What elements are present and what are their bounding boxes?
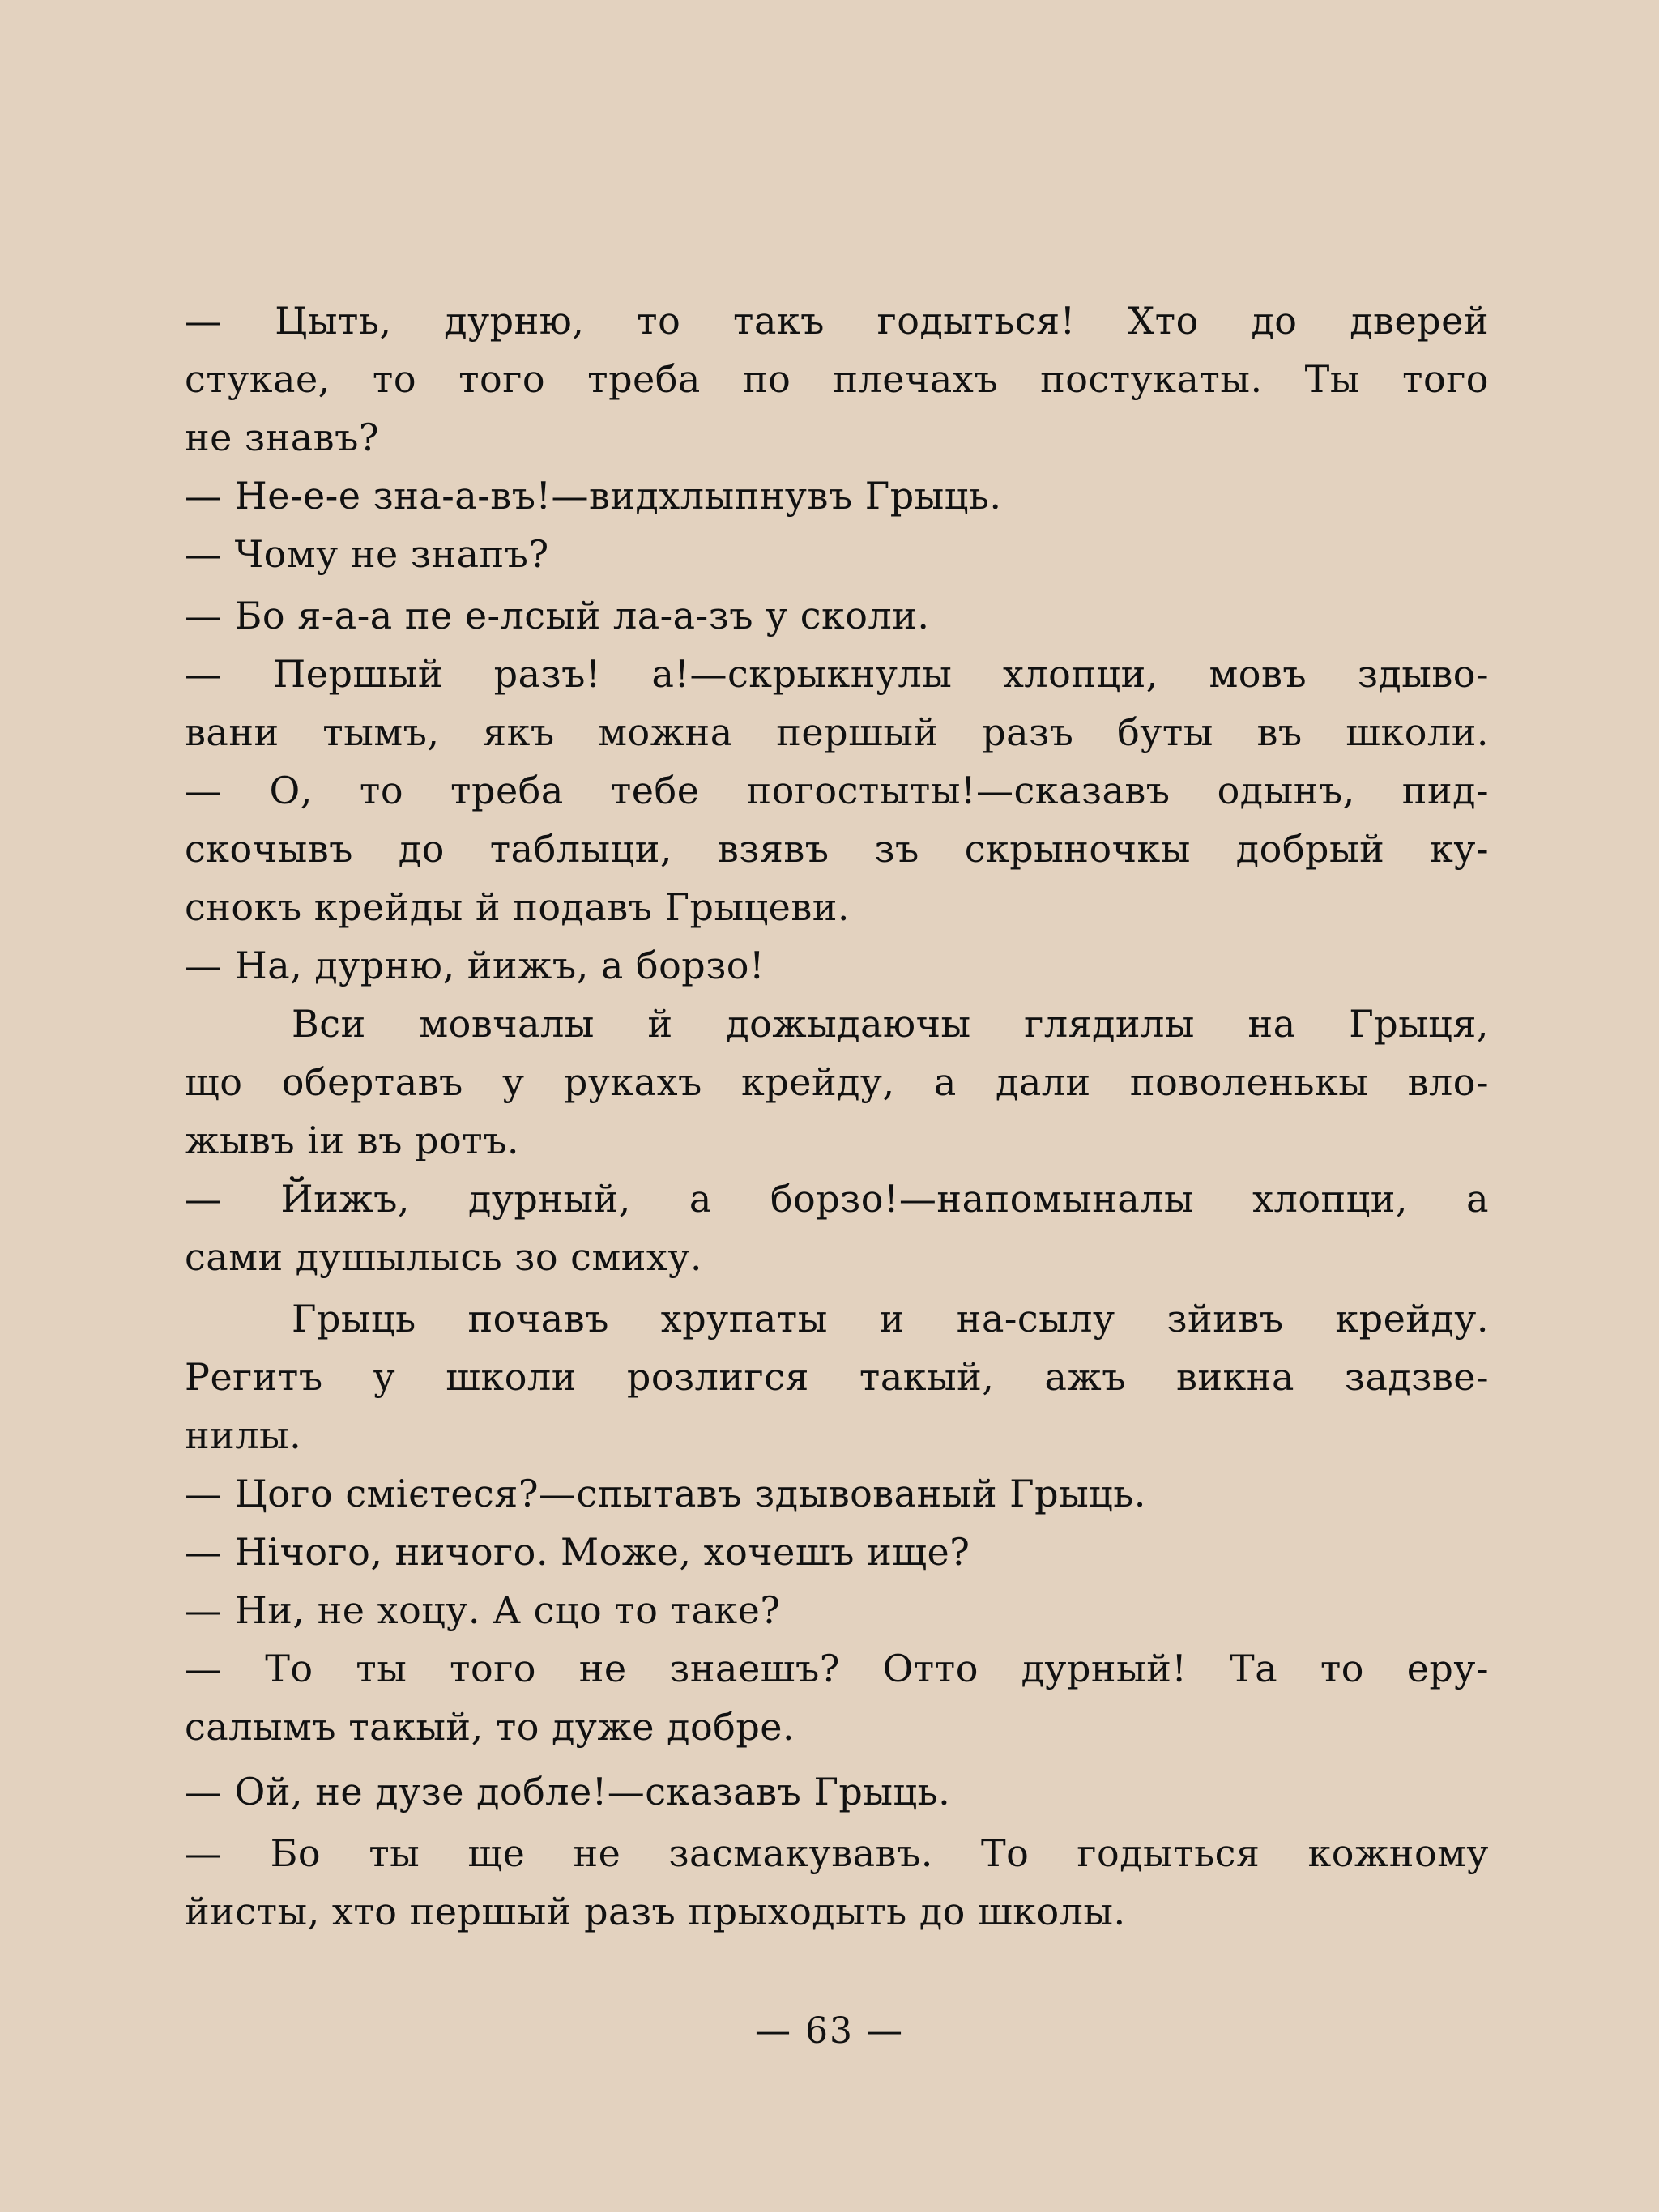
text-line: салымъ такый, то дуже добре. (185, 1705, 795, 1749)
text-line: йисты, хто першый разъ прыходыть до школы. (185, 1890, 1126, 1933)
text-line: Вси мовчалы й дожыдаючы глядилы на Грыця, (292, 1002, 1489, 1046)
page-text (185, 292, 1489, 1941)
text-line: — Йижъ, дурный, а борзо!—напомыналы хлопци, а (185, 1177, 1489, 1221)
text-line: — Чому не знапъ? (185, 532, 549, 576)
text-line: — Ни, не хоцу. А сцо то таке? (185, 1588, 781, 1632)
text-line: — Бо я-а-а пе е-лсый ла-а-зъ у сколи. (185, 594, 930, 637)
text-line: сами душылысь зо смиху. (185, 1235, 703, 1279)
text-line: Грыць почавъ хрупаты и на-сылу зйивъ крейду. (292, 1297, 1489, 1340)
text-line: — На, дурню, йижъ, а борзо! (185, 944, 765, 987)
text-line: що обертавъ у рукахъ крейду, а дали поволенькы вло- (185, 1060, 1489, 1104)
text-line: — То ты того не знаешъ? Отто дурный! Та то еру- (185, 1647, 1489, 1690)
text-line: снокъ крейды й подавъ Грыцеви. (185, 885, 851, 929)
text-line: жывъ іи въ ротъ. (185, 1119, 519, 1162)
text-line: — Цого смієтеся?—спытавъ здывованый Грыць. (185, 1472, 1146, 1515)
text-line: — Не-е-е зна-а-въ!—видхлыпнувъ Грыць. (185, 474, 1002, 518)
text-line: — Нічого, ничого. Може, хочешъ ище? (185, 1530, 970, 1574)
text-line: стукае, то того треба по плечахъ постукаты. Ты того (185, 357, 1489, 401)
text-line: не знавъ? (185, 416, 380, 459)
text-line: скочывъ до таблыци, взявъ зъ скрыночкы добрый ку- (185, 827, 1489, 871)
text-line: — Цыть, дурню, то такъ годыться! Хто до дверей (185, 299, 1489, 343)
text-line: Регитъ у школи розлигся такый, ажъ викна задзве- (185, 1355, 1489, 1399)
text-line: нилы. (185, 1413, 302, 1457)
text-line: — Бо ты ще не засмакувавъ. То годыться кожному (185, 1831, 1489, 1875)
page-number: — 63 — (755, 2010, 904, 2052)
text-line: вани тымъ, якъ можна першый разъ буты въ школи. (185, 710, 1489, 754)
text-line: — Ой, не дузе добле!—сказавъ Грыць. (185, 1770, 951, 1813)
text-line: — О, то треба тебе погостыты!—сказавъ одынъ, пид- (185, 769, 1489, 812)
text-line: — Першый разъ! а!—скрыкнулы хлопци, мовъ здыво- (185, 652, 1489, 696)
